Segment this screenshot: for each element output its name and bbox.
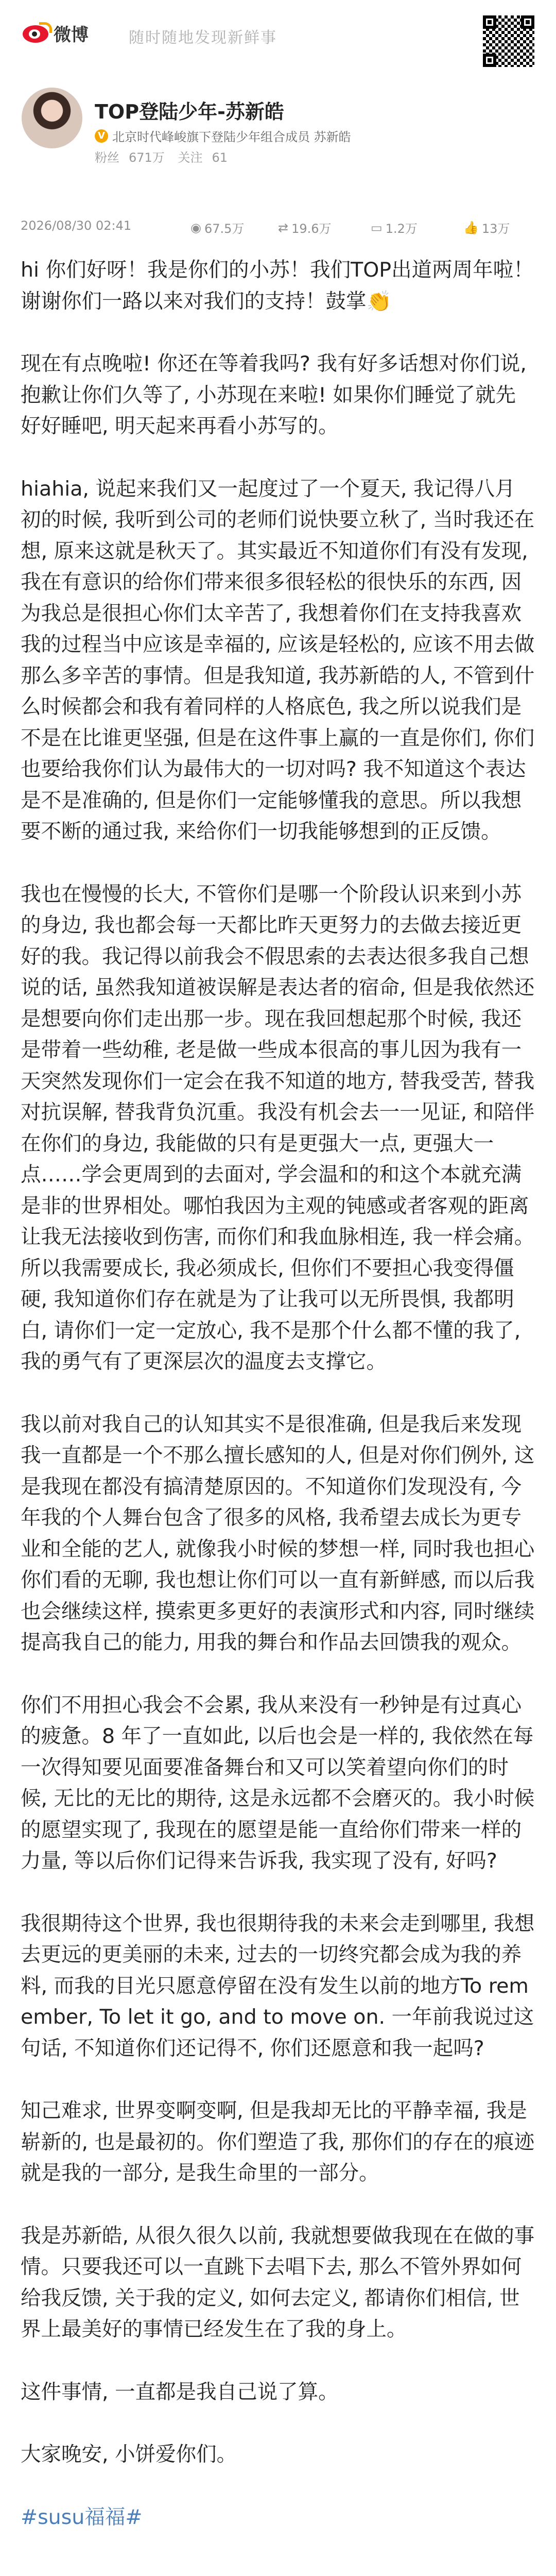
weibo-eye-icon xyxy=(21,22,50,45)
comment-stat[interactable] xyxy=(371,218,418,236)
qr-code-top xyxy=(480,12,537,70)
verified-text: 北京时代峰峻旗下登陆少年组合成员 苏新皓 xyxy=(112,130,351,144)
comment-icon: ▭ xyxy=(371,220,383,235)
like-count: 13万 xyxy=(481,222,510,236)
user-name[interactable]: TOP登陆少年-苏新皓 xyxy=(95,100,284,123)
repost-count: 19.6万 xyxy=(291,222,332,236)
views-count: 67.5万 xyxy=(204,222,245,236)
paragraph: hiahia, 说起来我们又一起度过了一个夏天, 我记得八月初的时候, 我听到公司的老师们说快要立秋了, 当时我还在想, 原来这就是秋天了。其实最近不知道你们有没有发现, 我在有意识的给你们带来很多很轻松的很快乐的东西, 因为我总是很担心你们太辛苦了, 我想着你们在支持我喜欢我的过程当中应该是幸福的, 应该是轻松的, 应该不用去做那么多辛苦的事情。但是我知道, 我苏新皓的人, 不管到什么时候都会和我有着同样的人格底色, 我之所以说我们是不是在比谁更坚强, 但是在这件事上赢的一直是你们, 你们也要给我你们认为最伟大的一切对吗? 我不知道这个表达是不是准确的, 但是你们一定能够懂我的意思。所以我想要不断的通过我, 来给你们一切我能够想到的正反馈。 xyxy=(21,477,535,843)
avatar[interactable] xyxy=(22,88,82,148)
weibo-logo[interactable] xyxy=(21,21,89,46)
post-date: 2026/08/30 02:41 xyxy=(21,218,132,233)
paragraph: 知己难求, 世界变啊变啊, 但是我却无比的平静幸福, 我是崭新的, 也是最初的。你们塑造了我, 那你们的存在的痕迹就是我的一部分, 是我生命里的一部分。 xyxy=(21,2099,535,2185)
post-content xyxy=(21,255,535,2564)
header-bar xyxy=(0,0,556,62)
like-icon: 👍 xyxy=(463,220,479,235)
paragraph: 我是苏新皓, 从很久很久以前, 我就想要做我现在在做的事情。只要我还可以一直跳下去唱下去, 那么不管外界如何给我反馈, 关于我的定义, 如何去定义, 都请你们相信, 世界上最美好的事情已经发生在了我的身上。 xyxy=(21,2224,535,2341)
views-stat xyxy=(190,218,244,236)
fans-label: 粉丝 xyxy=(95,150,119,165)
follower-stats xyxy=(95,147,237,165)
like-stat[interactable] xyxy=(463,218,510,236)
hashtag-line xyxy=(21,2502,535,2533)
paragraph: hi 你们好呀！我是你们的小苏！我们TOP出道两周年啦！谢谢你们一路以来对我们的支持！鼓掌👏 xyxy=(21,258,534,313)
eye-icon: ◉ xyxy=(190,220,201,235)
follow-count: 61 xyxy=(212,150,228,165)
post-meta xyxy=(21,211,535,240)
paragraph: 现在有点晚啦! 你还在等着我吗? 我有好多话想对你们说, 抱歉让你们久等了, 小苏现在来啦! 如果你们睡觉了就先好好睡吧, 明天起来再看小苏写的。 xyxy=(21,352,533,438)
logo-text: 微博 xyxy=(54,25,89,45)
slogan: 随时随地发现新鲜事 xyxy=(129,29,277,47)
paragraph: 我以前对我自己的认知其实不是很准确, 但是我后来发现我一直都是一个不那么擅长感知的人, 但是对你们例外, 这是我现在都没有搞清楚原因的。不知道你们发现没有, 今年我的个人舞台包含了很多的风格, 我希望去成长为更专业和全能的艺人, 就像我小时候的梦想一样, 同时我也担心你们看的无聊, 我也想让你们可以一直有新鲜感, 而以后我也会继续这样, 摸索更多更好的表演形式和内容, 同时继续提高我自己的能力, 用我的舞台和作品去回馈我的观众。 xyxy=(21,1412,535,1654)
comment-count: 1.2万 xyxy=(385,222,418,236)
repost-stat[interactable] xyxy=(278,218,332,236)
paragraph: 你们不用担心我会不会累, 我从来没有一秒钟是有过真心的疲惫。8 年了一直如此, 以后也会是一样的, 我依然在每一次得知要见面要准备舞台和又可以笑着望向你们的时候, 无比的无比的期待, 这是永远都不会磨灭的。我小时候的愿望实现了, 我现在的愿望是能一直给你们带来一样的力量, 等以后你们记得来告诉我, 我实现了没有, 好吗? xyxy=(21,1693,535,1873)
hashtag-link[interactable]: #susu福福# xyxy=(21,2505,143,2529)
paragraph: 这件事情, 一直都是我自己说了算。 xyxy=(21,2380,339,2404)
paragraph: 我也在慢慢的长大, 不管你们是哪一个阶段认识来到小苏的身边, 我也都会每一天都比昨天更努力的去做去接近更好的我。我记得以前我会不假思索的去表达很多我自己想说的话, 虽然我知道被误解是表达者的宿命, 但是我依然还是想要向你们走出那一步。现在我回想起那个时候, 我还是带着一些幼稚, 老是做一些成本很高的事儿因为我有一天突然发现你们一定会在我不知道的地方, 替我受苦, 替我对抗误解, 替我背负沉重。我没有机会去一一见证, 和陪伴在你们的身边, 我能做的只有是更强大一点, 更强大一点……学会更周到的去面对, 学会温和的和这个本就充满是非的世界相处。哪怕我因为主观的钝感或者客观的距离让我无法接收到伤害, 而你们和我血脉相连, 我一样会痛。所以我需要成长, 我必须成长, 但你们不要担心我变得僵硬, 我知道你们存在就是为了让我可以无所畏惧, 我都明白, 请你们一定一定放心, 我不是那个什么都不懂的我了, 我的勇气有了更深层次的温度去支撑它。 xyxy=(21,882,535,1374)
paragraph: 大家晚安, 小饼爱你们。 xyxy=(21,2443,237,2466)
verified-badge-icon: V xyxy=(95,129,108,143)
verified-info xyxy=(95,127,351,145)
paragraph: 我很期待这个世界, 我也很期待我的未来会走到哪里, 我想去更远的更美丽的未来, 过去的一切终究都会成为我的养料, 而我的目光只愿意停留在没有发生以前的地方To remember, To let it go, and to move on. 一年前我说过这句话, 不知道你们还记得不, 你们还愿意和我一起吗? xyxy=(21,1911,535,2060)
follow-label: 关注 xyxy=(178,150,203,165)
repost-icon: ⇄ xyxy=(278,220,289,235)
fans-count: 671万 xyxy=(129,150,165,165)
